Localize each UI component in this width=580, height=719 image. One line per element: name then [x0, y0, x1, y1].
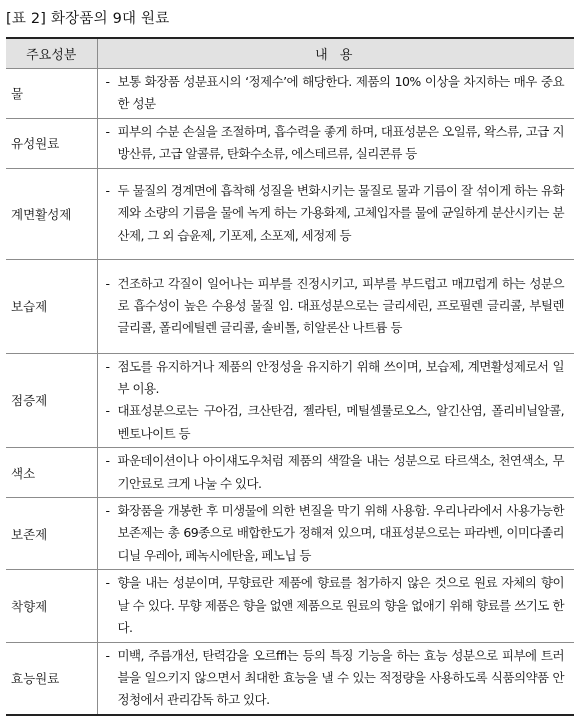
table-body [6, 69, 574, 715]
description-list [104, 450, 565, 495]
table-row [6, 118, 574, 168]
description-item: - 화장품을 개봉한 후 미생물에 의한 변질을 막기 위해 사용함. 우리나라에서 사용가능한 보존제는 총 69종으로 배합한도가 정해져 있으며, 대표성분으로는 파라벤, 이미다졸리디닐 우레아, 페녹시에탄올, 페노닙 등 [104, 500, 565, 567]
ingredient-name: 착향제 [6, 570, 97, 642]
description-item: - 피부의 수분 손실을 조절하며, 흡수력을 좋게 하며, 대표성분은 오일류, 왁스류, 고급 지방산류, 고급 알콜류, 탄화수소류, 에스테르류, 실리콘류 등 [104, 121, 565, 166]
ingredient-name: 계면활성제 [6, 168, 97, 259]
header-ingredient: 주요성분 [6, 38, 97, 69]
ingredient-name: 물 [6, 69, 97, 119]
ingredient-description [97, 570, 574, 642]
ingredient-name: 효능원료 [6, 642, 97, 715]
table-header [6, 38, 574, 69]
ingredient-name: 색소 [6, 448, 97, 498]
header-content: 내 용 [97, 38, 574, 69]
ingredient-description [97, 168, 574, 259]
ingredient-description [97, 353, 574, 448]
description-item: - 대표성분으로는 구아검, 크산탄검, 젤라틴, 메틸셀룰로오스, 알긴산염, 폴리비닐알콜, 벤토나이트 등 [104, 400, 565, 445]
table-row [6, 259, 574, 353]
header-row [6, 38, 574, 69]
ingredient-name: 유성원료 [6, 118, 97, 168]
description-list [104, 180, 565, 247]
ingredient-name: 점증제 [6, 353, 97, 448]
description-item: - 점도를 유지하거나 제품의 안정성을 유지하기 위해 쓰이며, 보습제, 계면활성제로서 일부 이용. [104, 356, 565, 401]
ingredient-name: 보존제 [6, 498, 97, 570]
ingredient-description [97, 498, 574, 570]
description-item: - 건조하고 각질이 일어나는 피부를 진정시키고, 피부를 부드럽고 매끄럽게 하는 성분으로 흡수성이 높은 수용성 물질 임. 대표성분으로는 글리세린, 프로필렌 글리콜, 부틸렌 글리콜, 폴리에틸렌 글리콜, 솔비톨, 히알론산 나트륨 등 [104, 273, 565, 340]
description-list [104, 273, 565, 340]
ingredient-description [97, 448, 574, 498]
description-list [104, 645, 565, 712]
description-list [104, 572, 565, 639]
table-row [6, 570, 574, 642]
description-item: - 보통 화장품 성분표시의 ‘정제수’에 해당한다. 제품의 10% 이상을 차지하는 매우 중요한 성분 [104, 71, 565, 116]
description-item: - 두 물질의 경계면에 흡착해 성질을 변화시키는 물질로 물과 기름이 잘 섞이게 하는 유화제와 소량의 기름을 물에 녹게 하는 가용화제, 고체입자를 물에 균일하게 분산시키는 분산제, 그 외 습윤제, 기포제, 소포제, 세정제 등 [104, 180, 565, 247]
table-caption: [표 2] 화장품의 9대 원료 [6, 11, 170, 27]
ingredient-table [6, 37, 574, 716]
ingredient-name: 보습제 [6, 259, 97, 353]
description-list [104, 356, 565, 446]
table-row [6, 642, 574, 715]
table-row [6, 168, 574, 259]
description-item: - 향을 내는 성분이며, 무향료란 제품에 향료를 첨가하지 않은 것으로 원료 자체의 향이 날 수 있다. 무향 제품은 향을 없앤 제품으로 원료의 향을 없애기 위해 향료를 쓰기도 한다. [104, 572, 565, 639]
table-row [6, 353, 574, 448]
table-row [6, 69, 574, 119]
description-item: - 미백, 주름개선, 탄력감을 오르ffl는 등의 특징 기능을 하는 효능 성분으로 피부에 트러블을 일으키지 않으면서 최대한 효능을 낼 수 있는 적정량을 사용하도록 식품의약품 안정청에서 관리감독 하고 있다. [104, 645, 565, 712]
description-list [104, 121, 565, 166]
table-row [6, 448, 574, 498]
description-item: - 파운데이션이나 아이섀도우처럼 제품의 색깔을 내는 성분으로 타르색소, 천연색소, 무기안료로 크게 나눌 수 있다. [104, 450, 565, 495]
ingredient-description [97, 259, 574, 353]
ingredient-description [97, 118, 574, 168]
description-list [104, 71, 565, 116]
description-list [104, 500, 565, 567]
ingredient-description [97, 69, 574, 119]
table-row [6, 498, 574, 570]
ingredient-description [97, 642, 574, 715]
